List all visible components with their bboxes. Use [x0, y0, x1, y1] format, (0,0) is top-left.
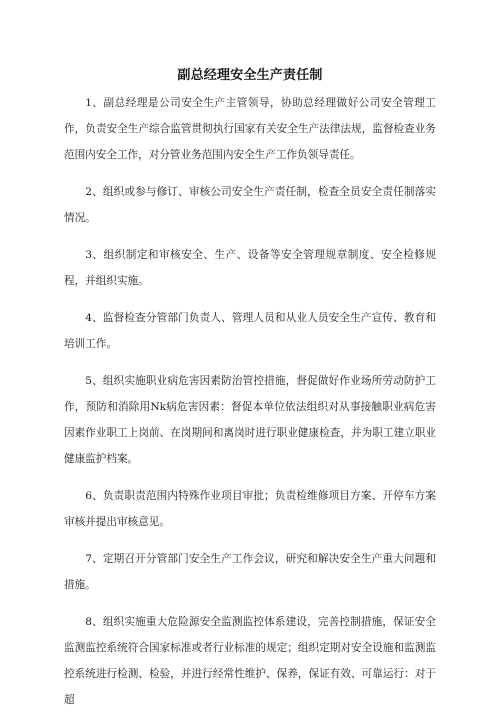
paragraph-6: 6、负责职责范围内特殊作业项目审批；负责检维修项目方案、开停车方案审核并提出审核意见。 — [64, 490, 436, 528]
paragraph-7: 7、定期召开分管部门安全生产工作会议，研究和解决安全生产重大问题和措施。 — [64, 553, 436, 591]
document-body — [64, 90, 436, 724]
paragraph-5: 5、组织实施职业病危害因素防治管控措施，督促做好作业场所劳动防护工作，预防和消除用Nk病危害因素：督促本单位依法组织对从事接触职业病危害因素作业职工上岗前、在岗期间和离岗时进行职业健康检查，并为职工建立职业健康监护档案。 — [64, 375, 436, 465]
document-title: 副总经理安全生产责任制 — [177, 68, 323, 83]
paragraph-8: 8、组织实施重大危险源安全监测监控体系建设，完善控制措施，保证安全监测监控系统符合国家标准或者行业标准的规定；组织定期对安全设施和监测监控系统进行检测、检验，并进行经常性维护、保养，保证有效、可靠运行：对于超 — [64, 616, 436, 706]
paragraph-3: 3、组织制定和审核安全、生产、设备等安全管理规章制度、安全检修规程，并组织实施。 — [64, 249, 436, 287]
paragraph-2: 2、组织或参与修订、审核公司安全生产责任制，检查全员安全责任制落实情况。 — [64, 186, 436, 224]
paragraph-1: 1、副总经理是公司安全生产主管领导，协助总经理做好公司安全管理工作，负责安全生产综合监管贯彻执行国家有关安全生产法律法规，监督检查业务范围内安全工作，对分管业务范围内安全生产工作负领导责任。 — [64, 97, 436, 161]
paragraph-4: 4、监督检查分管部门负责人、管理人员和从业人员安全生产宣传、教育和培训工作。 — [64, 312, 436, 350]
